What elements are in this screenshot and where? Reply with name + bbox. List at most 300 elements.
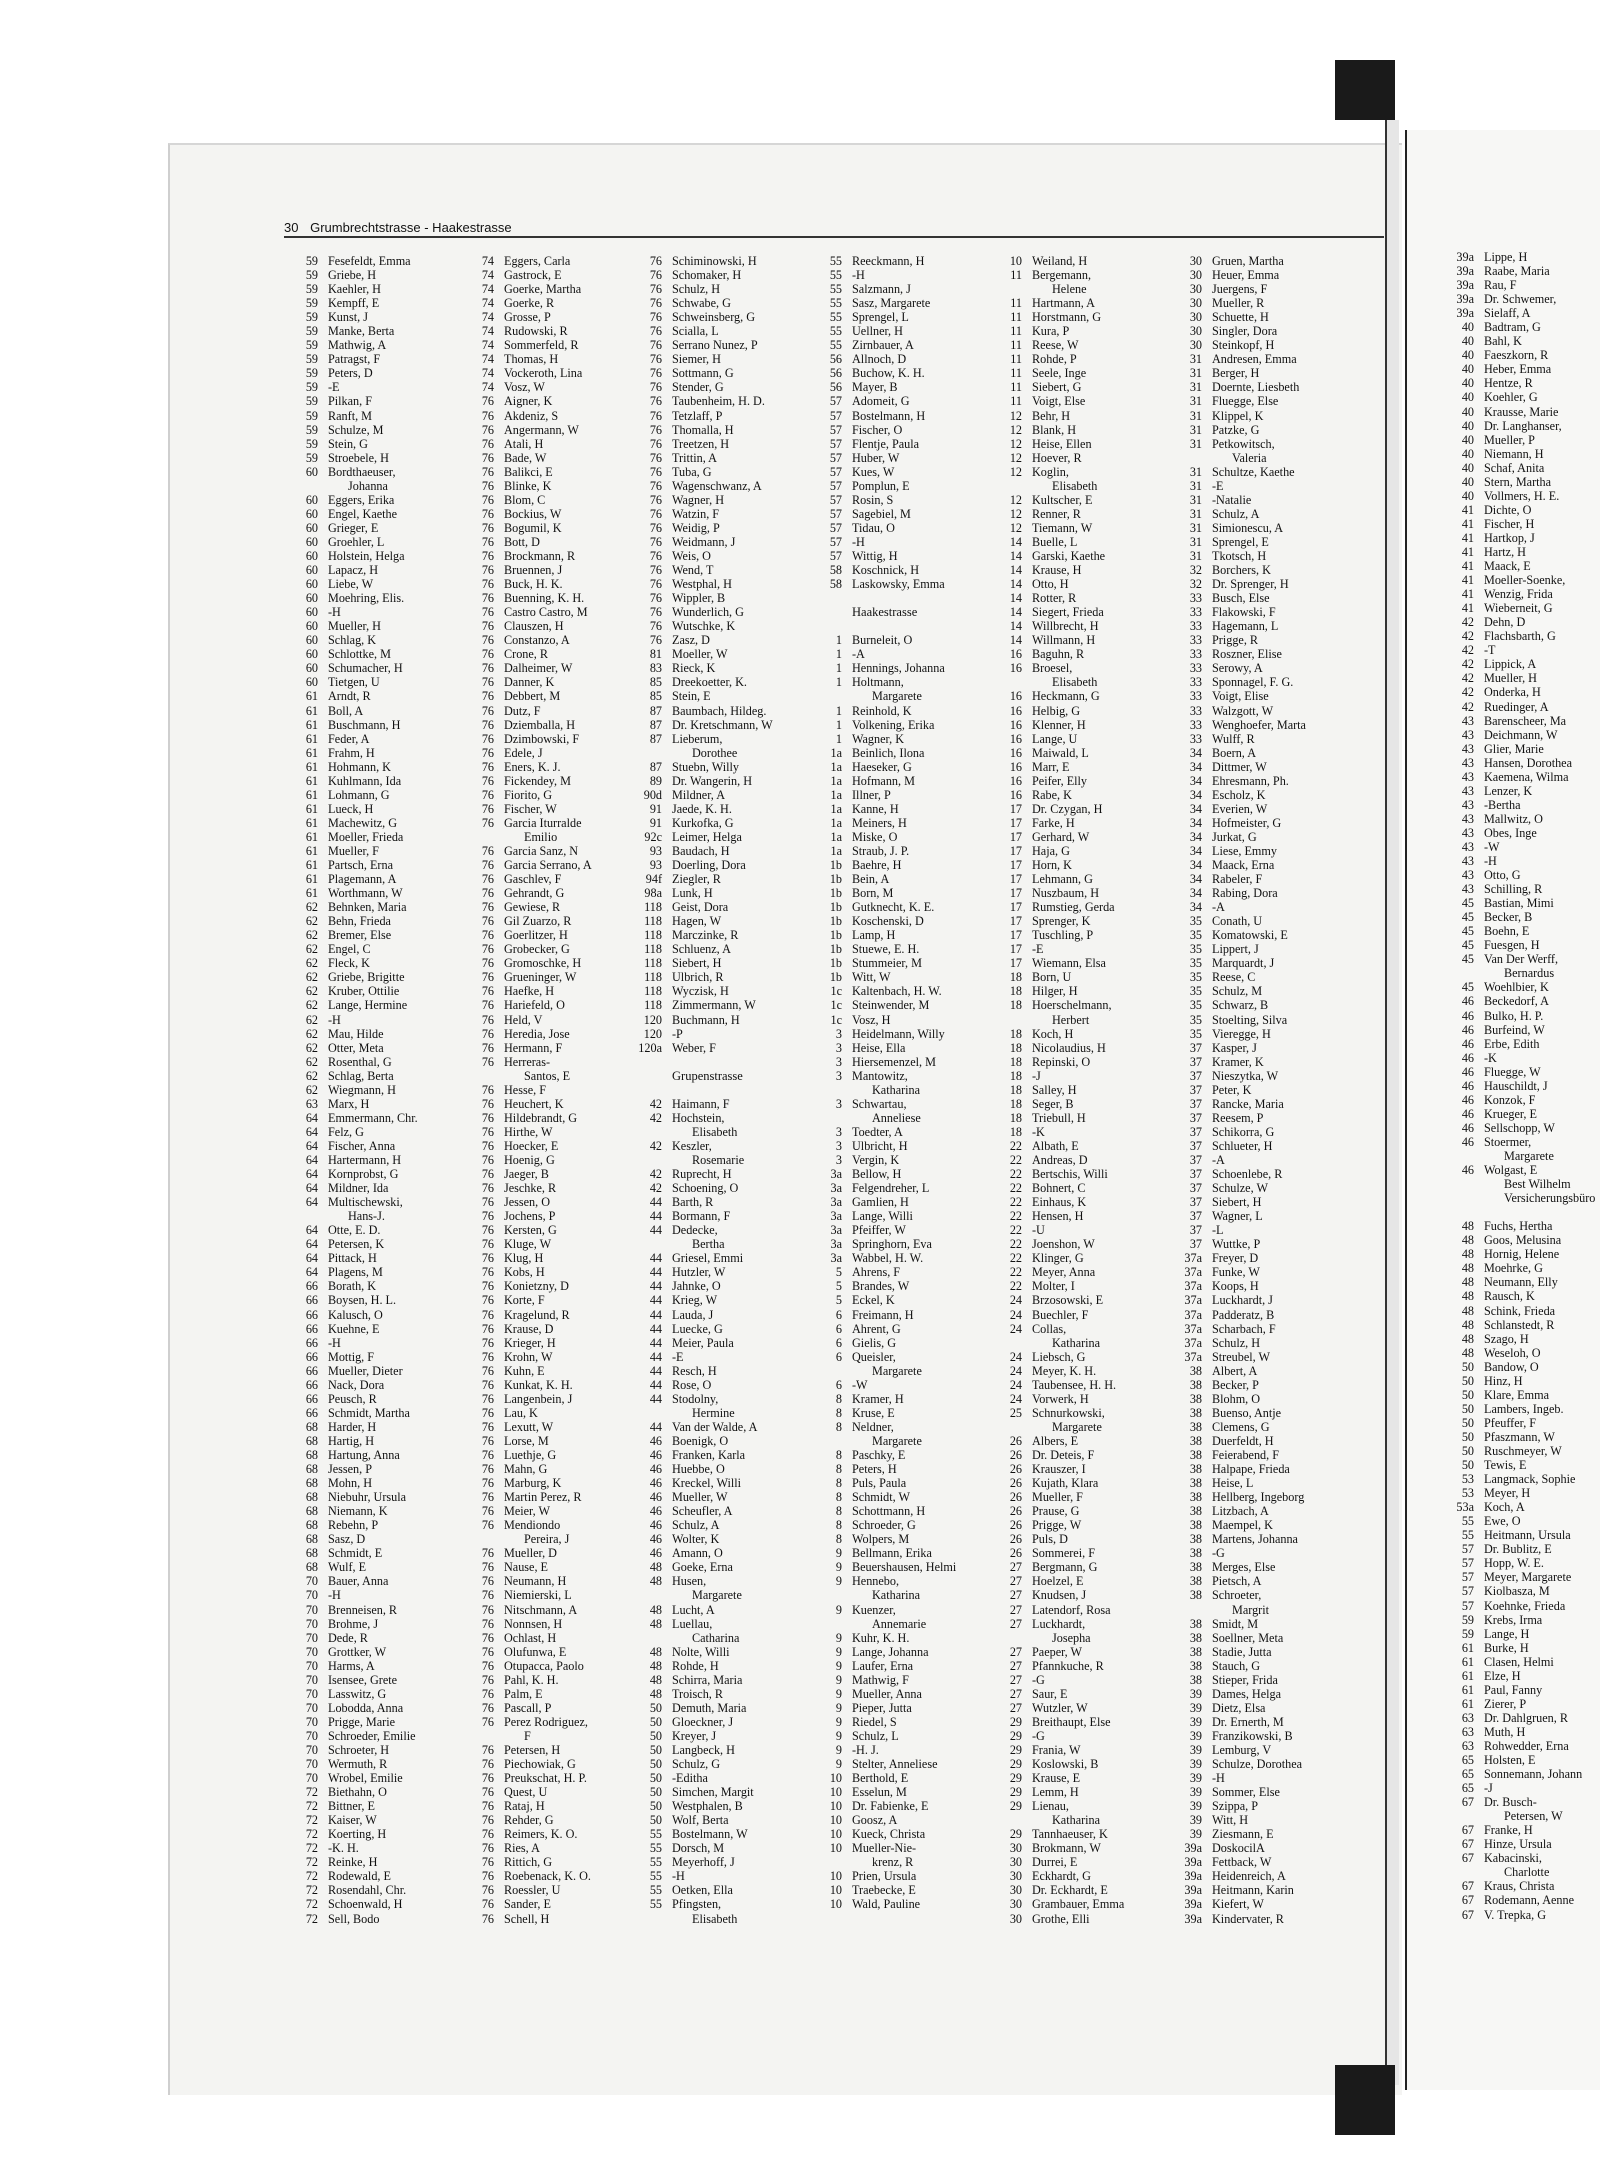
resident-name: Stadie, Jutta <box>1212 1644 1272 1659</box>
resident-name: Isensee, Grete <box>328 1672 398 1687</box>
house-number: 94f <box>645 872 662 887</box>
house-number: 22 <box>1009 1195 1022 1210</box>
directory-entry <box>284 535 418 549</box>
house-number: 46 <box>1461 1008 1474 1023</box>
resident-name: Sander, E <box>504 1897 551 1912</box>
resident-name: Dziemballa, H <box>504 717 576 732</box>
house-number: 35 <box>1189 928 1202 943</box>
directory-entry <box>1168 647 1306 661</box>
house-number: 68 <box>305 1462 318 1477</box>
house-number: 55 <box>1461 1514 1474 1529</box>
house-number: 57 <box>1461 1556 1474 1571</box>
directory-entry <box>1440 1683 1595 1697</box>
resident-name: Stuewe, E. H. <box>852 942 920 957</box>
directory-entry <box>988 718 1124 732</box>
directory-entry <box>808 310 956 324</box>
house-number: 93 <box>649 843 662 858</box>
directory-entry <box>460 718 592 732</box>
directory-entry <box>988 1139 1124 1153</box>
resident-name: Ahrent, G <box>852 1321 901 1336</box>
house-number: 59 <box>305 254 318 268</box>
directory-entry <box>628 493 773 507</box>
house-number: 39 <box>1189 1813 1202 1828</box>
directory-entry <box>808 1462 956 1476</box>
house-number: 1b <box>829 914 842 929</box>
house-number: 76 <box>649 268 662 283</box>
directory-entry <box>1168 479 1306 493</box>
directory-entry <box>284 1027 418 1041</box>
directory-entry <box>1168 1912 1306 1926</box>
directory-entry <box>460 1841 592 1855</box>
directory-entry <box>808 1617 956 1631</box>
house-number: 43 <box>1461 797 1474 812</box>
resident-name: Duerfeldt, H <box>1212 1433 1274 1448</box>
resident-name: Dede, R <box>328 1630 368 1645</box>
house-number: 48 <box>649 1560 662 1575</box>
house-number: 37 <box>1189 1181 1202 1196</box>
house-number: 3a <box>830 1251 842 1266</box>
directory-entry <box>1440 1261 1595 1275</box>
directory-entry <box>808 1757 956 1771</box>
directory-entry <box>988 1617 1124 1631</box>
directory-entry <box>988 1392 1124 1406</box>
directory-entry <box>628 1153 773 1167</box>
directory-entry <box>1440 376 1595 390</box>
directory-entry <box>1168 1336 1306 1350</box>
resident-name: Kurkofka, G <box>672 815 734 830</box>
directory-entry <box>284 465 418 479</box>
directory-entry <box>628 1265 773 1279</box>
house-number: 70 <box>305 1757 318 1772</box>
house-number: 66 <box>305 1405 318 1420</box>
house-number: 72 <box>305 1827 318 1842</box>
resident-name: Emmermann, Chr. <box>328 1110 418 1125</box>
resident-name: Hoerschelmann, <box>1032 998 1112 1013</box>
house-number: 76 <box>649 394 662 409</box>
resident-name: Gerhard, W <box>1032 829 1090 844</box>
directory-entry <box>1168 858 1306 872</box>
resident-name: Husen, <box>672 1574 707 1589</box>
resident-name: -U <box>1032 1223 1045 1238</box>
directory-entry <box>1440 1795 1595 1809</box>
directory-entry <box>988 1574 1124 1588</box>
directory-entry <box>1440 306 1595 320</box>
directory-entry <box>284 1378 418 1392</box>
directory-entry <box>988 1659 1124 1673</box>
directory-entry <box>628 914 773 928</box>
resident-name: Padderatz, B <box>1212 1307 1275 1322</box>
house-number: 30 <box>1189 310 1202 325</box>
resident-name: Valeria <box>1232 450 1267 465</box>
house-number: 74 <box>481 324 494 339</box>
resident-name: Zirnbauer, A <box>852 338 914 353</box>
resident-name: Dr. Sprenger, H <box>1212 577 1289 592</box>
resident-name: Holstein, Helga <box>328 548 405 563</box>
house-number: 14 <box>1009 619 1022 634</box>
house-number: 38 <box>1189 1476 1202 1491</box>
directory-entry <box>284 1785 418 1799</box>
directory-entry <box>628 1546 773 1560</box>
resident-name: -K <box>1484 1050 1497 1065</box>
directory-entry <box>988 507 1124 521</box>
resident-name: Wabbel, H. W. <box>852 1251 924 1266</box>
directory-entry <box>1168 886 1306 900</box>
house-number: 76 <box>481 970 494 985</box>
resident-name: Fuesgen, H <box>1484 938 1540 953</box>
directory-entry <box>1440 924 1595 938</box>
resident-name: Gloeckner, J <box>672 1714 734 1729</box>
house-number: 29 <box>1009 1799 1022 1814</box>
house-number: 11 <box>1010 394 1022 409</box>
resident-name: Stoermer, <box>1484 1134 1532 1149</box>
directory-entry <box>460 479 592 493</box>
directory-entry <box>284 1350 418 1364</box>
directory-entry <box>808 493 956 507</box>
directory-entry <box>1440 1079 1595 1093</box>
directory-entry <box>284 1265 418 1279</box>
resident-name: Ehresmann, Ph. <box>1212 773 1289 788</box>
house-number: 48 <box>1461 1275 1474 1290</box>
house-number: 56 <box>829 380 842 395</box>
resident-name: Doerling, Dora <box>672 858 746 873</box>
directory-entry <box>284 1153 418 1167</box>
house-number: 76 <box>649 591 662 606</box>
directory-entry <box>1168 1673 1306 1687</box>
house-number: 68 <box>305 1518 318 1533</box>
directory-entry <box>284 718 418 732</box>
resident-name: Best Wilhelm <box>1504 1177 1571 1192</box>
resident-name: Fischer, Anna <box>328 1138 396 1153</box>
directory-entry <box>1440 784 1595 798</box>
house-number: 76 <box>481 450 494 465</box>
resident-name: Mueller, H <box>1484 671 1537 686</box>
resident-name: Seele, Inge <box>1032 366 1087 381</box>
directory-entry <box>628 324 773 338</box>
resident-name: Mueller, Anna <box>852 1686 922 1701</box>
resident-name: Paschky, E <box>852 1447 906 1462</box>
house-number: 76 <box>649 338 662 353</box>
directory-entry <box>1168 1855 1306 1869</box>
directory-entry <box>460 1041 592 1055</box>
directory-entry <box>284 689 418 703</box>
house-number: 26 <box>1009 1447 1022 1462</box>
resident-name: Taubenheim, H. D. <box>672 394 765 409</box>
resident-name: Schulz, H <box>1212 1335 1261 1350</box>
resident-name: Kueck, Christa <box>852 1827 926 1842</box>
resident-name: Schikorra, G <box>1212 1124 1275 1139</box>
resident-name: -L <box>1212 1223 1224 1238</box>
directory-entry <box>460 282 592 296</box>
resident-name: Jeschke, R <box>504 1181 557 1196</box>
house-number: 10 <box>829 1827 842 1842</box>
resident-name: Goos, Melusina <box>1484 1233 1562 1248</box>
directory-entry <box>460 1392 592 1406</box>
directory-entry <box>988 1729 1124 1743</box>
house-number: 16 <box>1009 647 1022 662</box>
directory-entry <box>628 1883 773 1897</box>
directory-entry <box>808 1603 956 1617</box>
directory-entry <box>808 1771 956 1785</box>
resident-name: Mueller, F <box>1032 1490 1083 1505</box>
house-number: 66 <box>305 1335 318 1350</box>
resident-name: Annemarie <box>872 1616 927 1631</box>
resident-name: Van der Walde, A <box>672 1419 758 1434</box>
house-number: 76 <box>481 801 494 816</box>
directory-entry <box>1168 1827 1306 1841</box>
resident-name: Krieg, W <box>672 1293 718 1308</box>
resident-name: Martin Perez, R <box>504 1490 582 1505</box>
house-number: 74 <box>481 366 494 381</box>
house-number: 40 <box>1461 334 1474 349</box>
resident-name: Holsten, E <box>1484 1753 1536 1768</box>
house-number: 42 <box>1461 699 1474 714</box>
resident-name: Schell, H <box>504 1911 550 1926</box>
directory-entry <box>628 254 773 268</box>
resident-name: Johanna <box>348 478 388 493</box>
house-number: 76 <box>481 858 494 873</box>
house-number: 53a <box>1456 1500 1474 1515</box>
house-number: 60 <box>305 619 318 634</box>
house-number: 50 <box>1461 1443 1474 1458</box>
resident-name: Farke, H <box>1032 815 1075 830</box>
resident-name: Pfingsten, <box>672 1897 722 1912</box>
resident-name: Bruennen, J <box>504 563 563 578</box>
directory-entry <box>808 1715 956 1729</box>
directory-entry <box>808 1827 956 1841</box>
directory-entry <box>808 1743 956 1757</box>
directory-entry <box>460 563 592 577</box>
directory-entry <box>1168 380 1306 394</box>
directory-entry <box>1440 714 1595 728</box>
resident-name: Lehmann, G <box>1032 872 1093 887</box>
directory-entry <box>1168 268 1306 282</box>
resident-name: Behr, H <box>1032 408 1071 423</box>
house-number: 1b <box>829 956 842 971</box>
house-number: 68 <box>305 1504 318 1519</box>
directory-entry <box>1440 587 1595 601</box>
directory-entry <box>1440 910 1595 924</box>
house-number: 59 <box>305 324 318 339</box>
house-number: 76 <box>481 408 494 423</box>
house-number: 76 <box>481 619 494 634</box>
house-number: 9 <box>835 1658 842 1673</box>
directory-entry <box>1168 521 1306 535</box>
resident-name: Schoening, O <box>672 1181 739 1196</box>
house-number: 50 <box>1461 1373 1474 1388</box>
house-number: 37 <box>1189 1110 1202 1125</box>
house-number: 74 <box>481 296 494 311</box>
directory-entry <box>808 563 956 577</box>
house-number: 1a <box>830 773 842 788</box>
resident-name: Helbig, G <box>1032 703 1081 718</box>
house-number: 57 <box>1461 1584 1474 1599</box>
resident-name: Holtmann, <box>852 675 904 690</box>
directory-entry <box>460 1855 592 1869</box>
directory-entry <box>808 479 956 493</box>
house-number: 26 <box>1009 1504 1022 1519</box>
resident-name: Kruse, E <box>852 1405 895 1420</box>
resident-name: Perez Rodriguez, <box>504 1714 588 1729</box>
directory-entry <box>628 296 773 310</box>
directory-entry <box>460 1308 592 1322</box>
resident-name: Otto, H <box>1032 577 1069 592</box>
directory-entry <box>988 1322 1124 1336</box>
house-number: 76 <box>649 282 662 297</box>
directory-entry <box>1168 1041 1306 1055</box>
house-number: 30 <box>1009 1911 1022 1926</box>
resident-name: Toedter, A <box>852 1124 903 1139</box>
directory-entry <box>460 1912 592 1926</box>
directory-entry <box>988 1883 1124 1897</box>
resident-name: Hansen, Dorothea <box>1484 755 1572 770</box>
house-number: 76 <box>649 605 662 620</box>
resident-name: Debbert, M <box>504 689 561 704</box>
house-number: 50 <box>1461 1359 1474 1374</box>
directory-entry <box>1168 1546 1306 1560</box>
house-number: 1 <box>835 675 842 690</box>
house-number: 76 <box>481 956 494 971</box>
resident-name: Krieger, H <box>504 1335 556 1350</box>
directory-entry <box>1440 1374 1595 1388</box>
resident-name: Simchen, Margit <box>672 1785 754 1800</box>
house-number: 31 <box>1189 534 1202 549</box>
house-number: 40 <box>1461 404 1474 419</box>
house-number: 9 <box>835 1757 842 1772</box>
directory-entry <box>284 661 418 675</box>
resident-name: Koerting, H <box>328 1827 387 1842</box>
resident-name: Stummeier, M <box>852 956 922 971</box>
directory-entry <box>988 1827 1124 1841</box>
resident-name: Pascall, P <box>504 1700 552 1715</box>
resident-name: Kramer, H <box>852 1391 904 1406</box>
house-number: 62 <box>305 984 318 999</box>
directory-entry <box>284 746 418 760</box>
resident-name: Stoelting, Silva <box>1212 1012 1288 1027</box>
directory-entry <box>988 352 1124 366</box>
resident-name: Hornig, Helene <box>1484 1247 1560 1262</box>
house-number: 11 <box>1010 366 1022 381</box>
house-number: 76 <box>481 1799 494 1814</box>
resident-name: Escholz, K <box>1212 787 1266 802</box>
resident-name: Borath, K <box>328 1279 377 1294</box>
resident-name: Sielaff, A <box>1484 306 1531 321</box>
house-number: 66 <box>305 1321 318 1336</box>
directory-entry <box>1168 352 1306 366</box>
house-number: 76 <box>649 422 662 437</box>
directory-entry <box>1440 854 1595 868</box>
directory-entry <box>808 732 956 746</box>
directory-entry <box>460 886 592 900</box>
house-number: 10 <box>829 1883 842 1898</box>
resident-name: Queisler, <box>852 1349 896 1364</box>
house-number: 48 <box>649 1616 662 1631</box>
house-number: 57 <box>829 520 842 535</box>
resident-name: Pfeuffer, F <box>1484 1415 1537 1430</box>
house-number: 42 <box>1461 671 1474 686</box>
resident-name: Stender, G <box>672 380 724 395</box>
resident-name: -Bertha <box>1484 797 1521 812</box>
directory-entry <box>1168 1701 1306 1715</box>
house-number: 38 <box>1189 1616 1202 1631</box>
house-number: 11 <box>1010 296 1022 311</box>
house-number: 48 <box>649 1574 662 1589</box>
directory-entry <box>988 633 1124 647</box>
directory-entry <box>1440 1107 1595 1121</box>
directory-entry <box>628 1827 773 1841</box>
resident-name: Hoecker, E <box>504 1138 559 1153</box>
resident-name: Hoever, R <box>1032 450 1082 465</box>
directory-entry <box>284 507 418 521</box>
directory-entry <box>808 886 956 900</box>
house-number: 22 <box>1009 1138 1022 1153</box>
resident-name: Witt, H <box>1212 1813 1249 1828</box>
house-number: 11 <box>1010 310 1022 325</box>
resident-name: Krause, D <box>504 1321 554 1336</box>
resident-name: Hoenig, G <box>504 1153 555 1167</box>
house-number: 27 <box>1009 1616 1022 1631</box>
house-number: 34 <box>1189 745 1202 760</box>
house-number: 48 <box>1461 1331 1474 1346</box>
directory-entry <box>284 1195 418 1209</box>
directory-entry <box>808 689 956 703</box>
resident-name: Tkotsch, H <box>1212 548 1267 563</box>
resident-name: Ewe, O <box>1484 1514 1521 1529</box>
directory-entry <box>1440 980 1595 994</box>
directory-entry <box>1168 1771 1306 1785</box>
directory-entry <box>1168 394 1306 408</box>
directory-entry <box>460 366 592 380</box>
resident-name: Baumbach, Hildeg. <box>672 703 767 718</box>
house-number: 55 <box>649 1883 662 1898</box>
directory-entry <box>988 1265 1124 1279</box>
resident-name: Jaede, K. H. <box>672 801 732 816</box>
house-number: 62 <box>305 1082 318 1097</box>
directory-entry <box>460 1687 592 1701</box>
resident-name: Kaemena, Wilma <box>1484 769 1569 784</box>
resident-name: Roebenack, K. O. <box>504 1869 591 1884</box>
directory-entry <box>808 521 956 535</box>
house-number: 27 <box>1009 1574 1022 1589</box>
directory-entry <box>628 1434 773 1448</box>
resident-name: Wiemann, Elsa <box>1032 956 1106 971</box>
resident-name: Versicherungsbüro <box>1504 1191 1596 1206</box>
house-number: 53 <box>1461 1472 1474 1487</box>
resident-name: Buelle, L <box>1032 534 1078 549</box>
resident-name: Joenshon, W <box>1032 1237 1095 1252</box>
resident-name: Riedel, S <box>852 1714 897 1729</box>
house-number: 24 <box>1009 1307 1022 1322</box>
house-number: 39 <box>1189 1714 1202 1729</box>
resident-name: Amann, O <box>672 1546 723 1561</box>
directory-entry <box>460 451 592 465</box>
directory-entry <box>460 1223 592 1237</box>
directory-entry <box>284 1715 418 1729</box>
directory-entry <box>628 1743 773 1757</box>
directory-entry <box>988 774 1124 788</box>
house-number: 59 <box>305 450 318 465</box>
resident-name: Klinger, G <box>1032 1251 1084 1266</box>
house-number: 63 <box>1461 1738 1474 1753</box>
directory-entry <box>1440 742 1595 756</box>
resident-name: Margarete <box>872 1363 922 1378</box>
resident-name: Engel, C <box>328 942 371 957</box>
resident-name: Elisabeth <box>692 1911 738 1926</box>
directory-entry <box>460 1715 592 1729</box>
resident-name: Puls, Paula <box>852 1476 907 1491</box>
house-number: 59 <box>305 268 318 283</box>
resident-name: Reese, W <box>1032 338 1079 353</box>
resident-name: Weiland, H <box>1032 254 1088 268</box>
